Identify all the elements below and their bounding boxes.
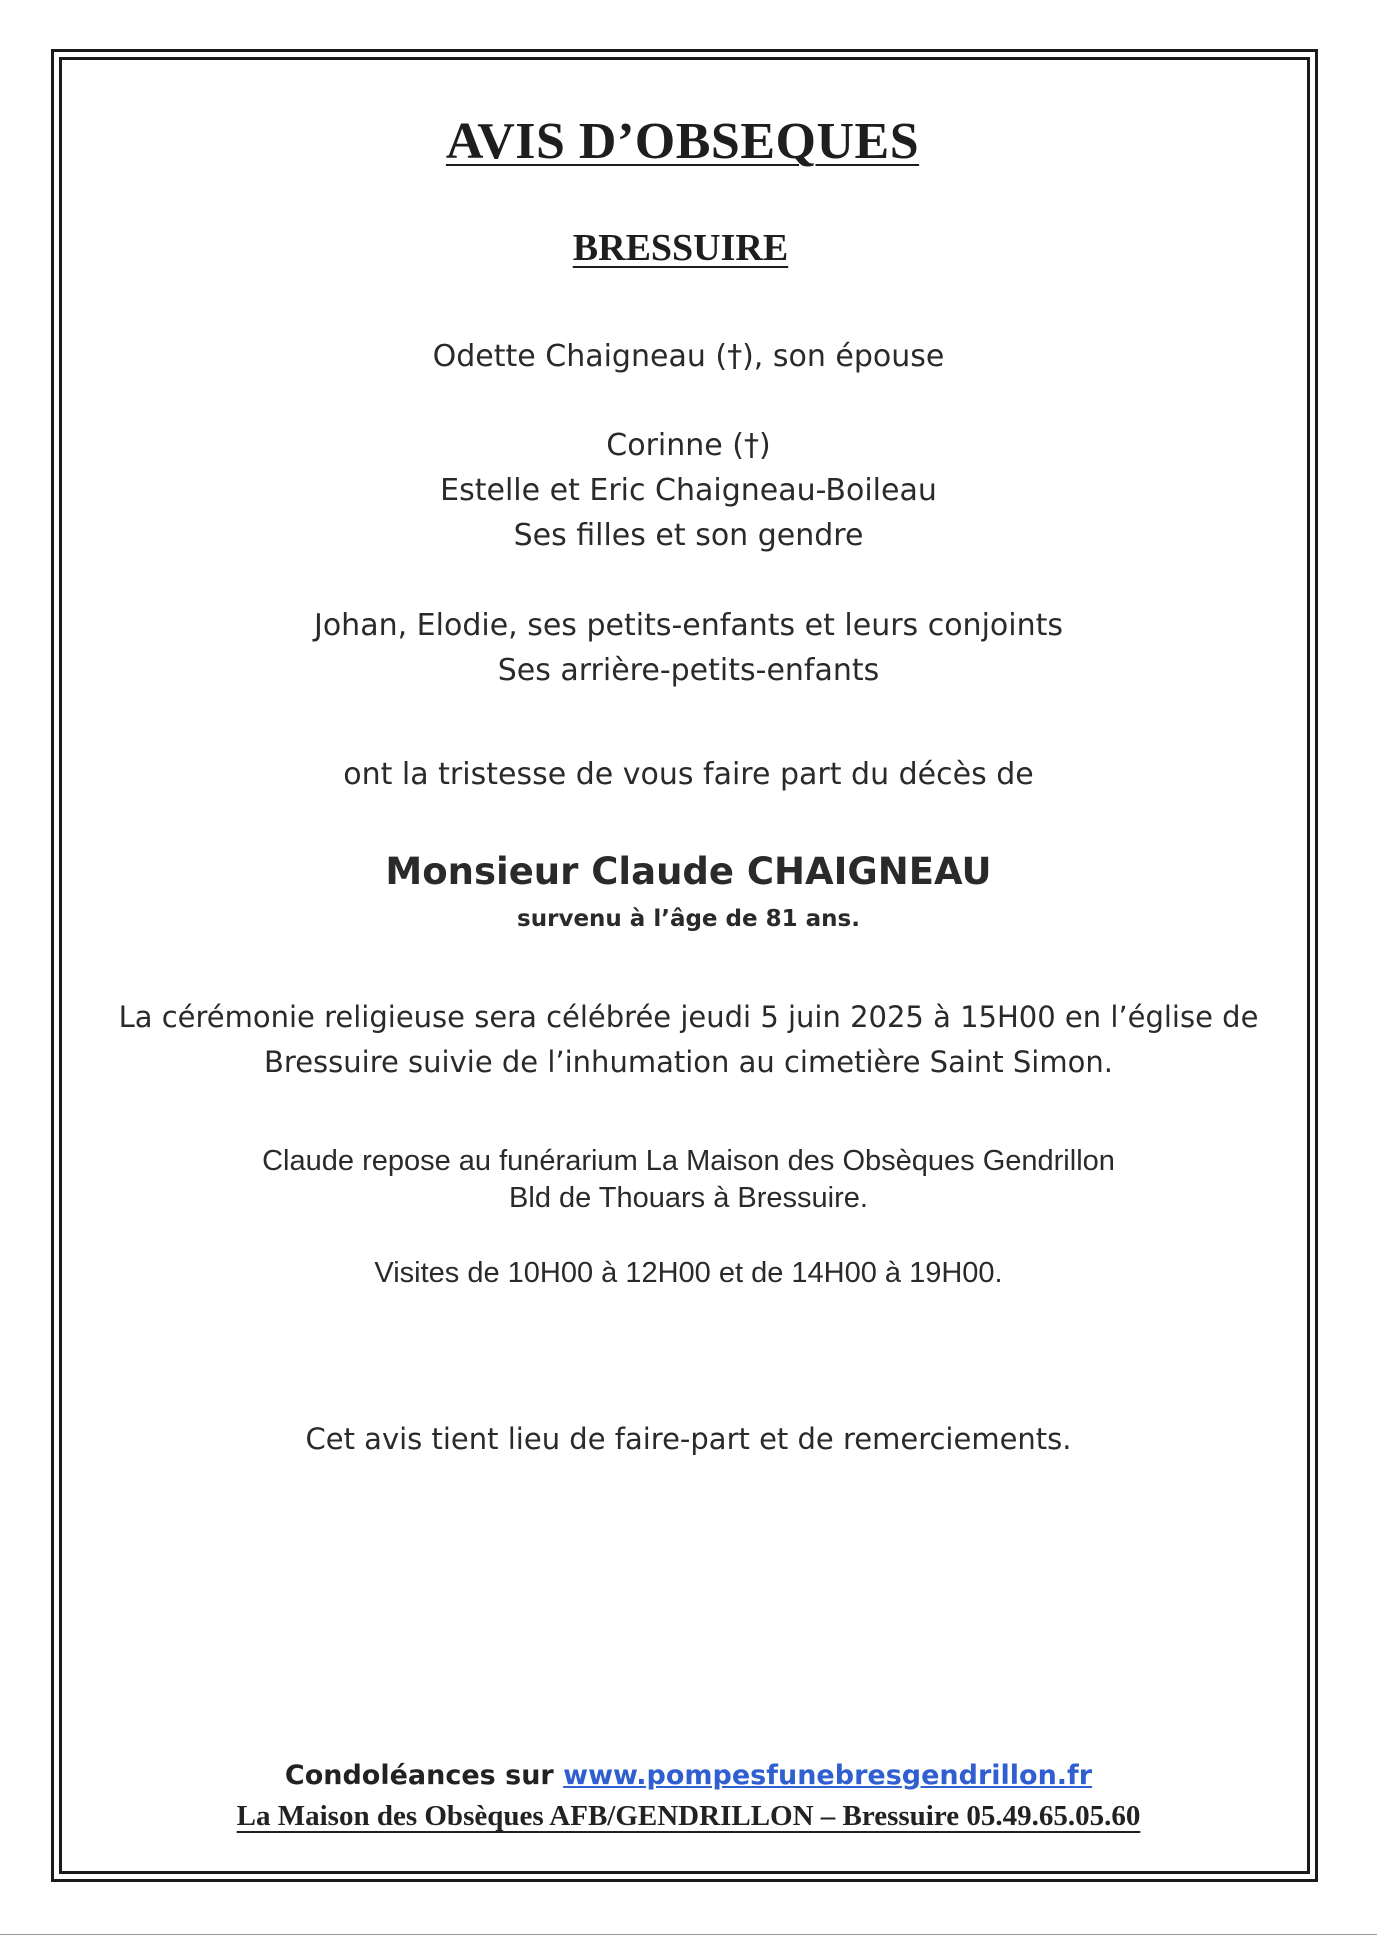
condolences-prefix: Condoléances sur xyxy=(284,1760,564,1791)
company-footer: La Maison des Obsèques AFB/GENDRILLON – Bressuire 05.49.65.05.60 xyxy=(236,1800,1141,1832)
great-grandchildren-line: Ses arrière-petits-enfants xyxy=(497,653,880,688)
funeral-home-line-2: Bld de Thouars à Bressuire. xyxy=(509,1182,868,1214)
scan-bottom-rule xyxy=(0,1934,1377,1935)
condolences-line xyxy=(0,1760,1377,1791)
notice-line: Cet avis tient lieu de faire-part et de remerciements. xyxy=(305,1422,1072,1456)
ceremony-line-2: Bressuire suivie de l’inhumation au cimetière Saint Simon. xyxy=(264,1045,1113,1079)
daughter-line-2: Estelle et Eric Chaigneau-Boileau xyxy=(440,473,937,508)
grandchildren-line: Johan, Elodie, ses petits-enfants et leurs conjoints xyxy=(313,608,1064,643)
ceremony-line-1: La cérémonie religieuse sera célébrée jeudi 5 juin 2025 à 15H00 en l’église de xyxy=(118,1000,1259,1034)
funeral-home-line-1: Claude repose au funérarium La Maison des Obsèques Gendrillon xyxy=(262,1145,1115,1177)
town-heading: BRESSUIRE xyxy=(572,227,789,269)
condolences-website-link[interactable]: www.pompesfunebresgendrillon.fr xyxy=(563,1760,1093,1791)
notice-title: AVIS D’OBSEQUES xyxy=(445,113,920,170)
deceased-age: survenu à l’âge de 81 ans. xyxy=(517,906,860,932)
visiting-hours: Visites de 10H00 à 12H00 et de 14H00 à 19H00. xyxy=(374,1257,1003,1289)
daughter-line-1: Corinne (†) xyxy=(606,428,771,463)
deceased-name: Monsieur Claude CHAIGNEAU xyxy=(385,850,992,893)
inner-border-frame xyxy=(59,57,1310,1874)
daughters-caption: Ses filles et son gendre xyxy=(513,518,864,553)
announcement-line: ont la tristesse de vous faire part du décès de xyxy=(343,757,1034,792)
spouse-line: Odette Chaigneau (†), son épouse xyxy=(432,339,945,374)
